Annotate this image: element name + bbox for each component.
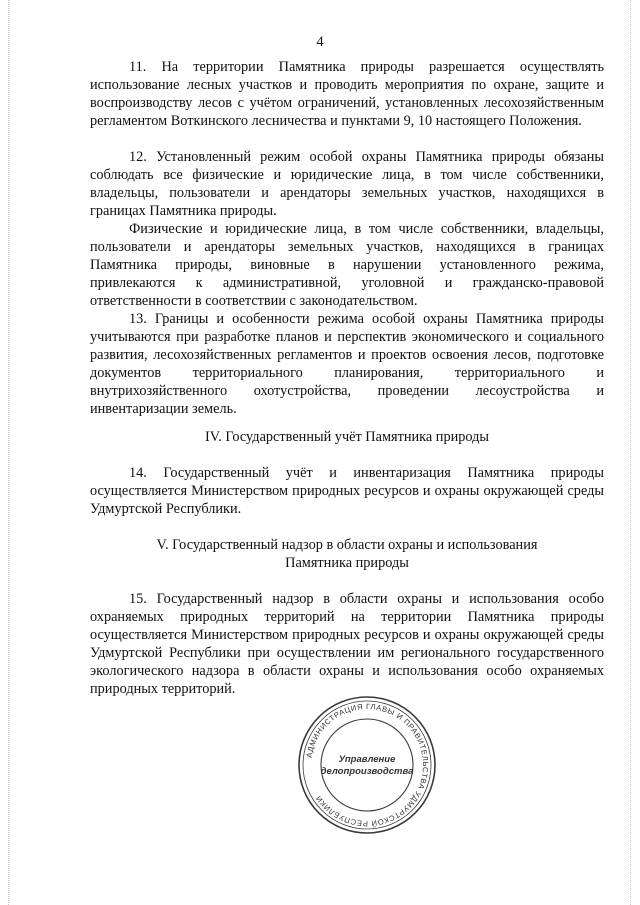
stamp-middle-ring [303,701,431,829]
section-v-heading-line2: Памятника природы [285,555,409,571]
right-margin-line [630,0,631,905]
paragraph-12: 12. Установленный режим особой охраны Памятника природы обязаны соблюдать все физические и юридические лица, в том числе собственники, владельцы, пользователи и арендаторы земельных участков, находящихся в границах Памятника природы. [90,149,604,219]
stamp-outer-ring [299,697,435,833]
page-number: 4 [316,34,324,50]
paragraph-13: 13. Границы и особенности режима особой охраны Памятника природы учитываются при разработке планов и перспектив экономического и социального развития, лесохозяйственных регламентов и проектов освоения лесов, подготовке документов территориального планирования, территориального и внутрихозяйственного охотустройства, проведении лесоустройства и инвентаризации земель. [90,311,604,417]
official-stamp [296,694,438,836]
stamp-label-line2: делопроизводства [320,766,414,777]
stamp-label-line1: Управление [338,754,396,765]
left-margin-line [8,0,9,905]
paragraph-14: 14. Государственный учёт и инвентаризация Памятника природы осуществляется Министерством природных ресурсов и охраны окружающей среды Удмуртской Республики. [90,465,604,517]
stamp-ring-text: АДМИНИСТРАЦИЯ ГЛАВЫ И ПРАВИТЕЛЬСТВА УДМУРТСКОЙ РЕСПУБЛИКИ [304,701,431,829]
stamp-inner-ring [321,719,413,811]
paragraph-15: 15. Государственный надзор в области охраны и использования особо охраняемых природных территорий на территории Памятника природы осуществляется Министерством природных ресурсов и охраны окружающей среды Удмуртской Республики при осуществлении им регионального государственного экологического надзора в области охраны и использования особо охраняемых природных территорий. [90,591,604,697]
section-v-heading-line1: V. Государственный надзор в области охраны и использования [156,537,538,553]
section-iv-heading: IV. Государственный учёт Памятника природы [204,429,490,445]
paragraph-liability: Физические и юридические лица, в том числе собственники, владельцы, пользователи и арендаторы земельных участков, находящихся в границах Памятника природы, виновные в нарушении установленного режима, привлекаются к административной, уголовной и гражданско-правовой ответственности в соответствии с законодательством. [90,221,604,309]
paragraph-11: 11. На территории Памятника природы разрешается осуществлять использование лесных участков и проводить мероприятия по охране, защите и воспроизводству лесов с учётом ограничений, установленных лесохозяйственным регламентом Воткинского лесничества и пунктами 9, 10 настоящего Положения. [90,59,604,129]
